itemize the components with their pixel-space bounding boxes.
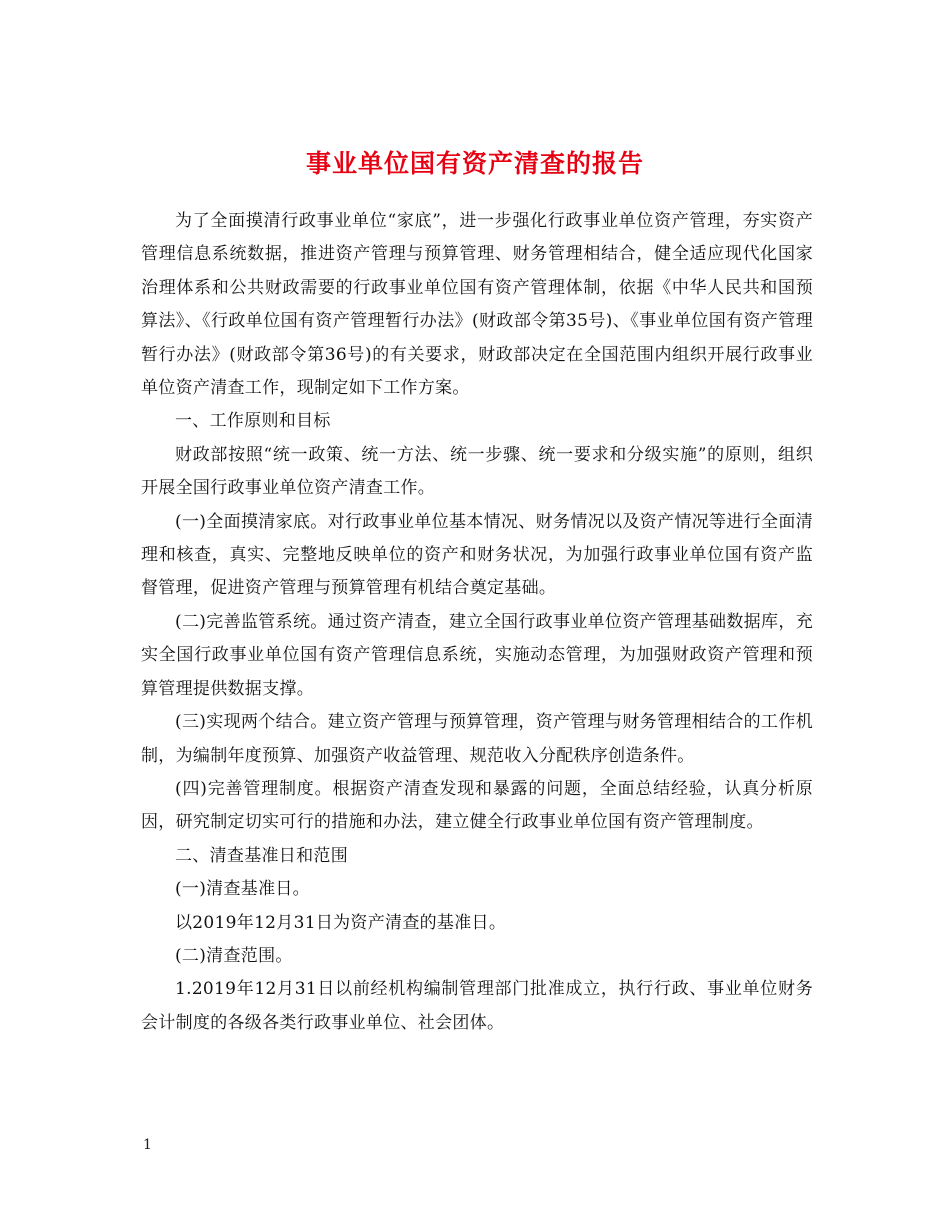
- section-heading-scope: 二、清查基准日和范围: [175, 845, 348, 866]
- scope-item-1: 1.2019年12月31日以前经机构编制管理部门批准成立，执行行政、事业单位财务会计制度的各级各类行政事业单位、社会团体。: [141, 979, 813, 1033]
- document-body: [141, 205, 813, 1040]
- subheading-scope: (二)清查范围。: [175, 945, 293, 966]
- section-heading-principles: 一、工作原则和目标: [175, 411, 331, 432]
- goal-item-2: (二)完善监管系统。通过资产清查，建立全国行政事业单位资产管理基础数据库，充实全国行政事业单位国有资产管理信息系统，实施动态管理，为加强财政资产管理和预算管理提供数据支撑。: [141, 611, 813, 699]
- goal-item-1: (一)全面摸清家底。对行政事业单位基本情况、财务情况以及资产情况等进行全面清理和核查，真实、完整地反映单位的资产和财务状况，为加强行政事业单位国有资产监督管理，促进资产管理与预算管理有机结合奠定基础。: [141, 511, 813, 599]
- principles-paragraph: 财政部按照“统一政策、统一方法、统一步骤、统一要求和分级实施”的原则，组织开展全国行政事业单位资产清查工作。: [141, 444, 813, 499]
- page-number: 1: [143, 1137, 152, 1153]
- subheading-base-date: (一)清查基准日。: [175, 879, 310, 900]
- document-title: 事业单位国有资产清查的报告: [305, 148, 644, 178]
- goal-item-4: (四)完善管理制度。根据资产清查发现和暴露的问题，全面总结经验，认真分析原因，研究制定切实可行的措施和办法，建立健全行政事业单位国有资产管理制度。: [141, 778, 813, 833]
- base-date-paragraph: 以2019年12月31日为资产清查的基准日。: [175, 912, 507, 933]
- intro-paragraph: 为了全面摸清行政事业单位“家底”，进一步强化行政事业单位资产管理，夯实资产管理信息系统数据，推进资产管理与预算管理、财务管理相结合，健全适应现代化国家治理体系和公共财政需要的行政事业单位国有资产管理体制，依据《中华人民共和国预算法》、《行政单位国有资产管理暂行办法》(财政部令第35号)、《事业单位国有资产管理暂行办法》(财政部令第36号)的有关要求，财政部决定在全国范围内组织开展行政事业单位资产清查工作，现制定如下工作方案。: [141, 211, 813, 399]
- goal-item-3: (三)实现两个结合。建立资产管理与预算管理，资产管理与财务管理相结合的工作机制，为编制年度预算、加强资产收益管理、规范收入分配秩序创造条件。: [141, 712, 813, 766]
